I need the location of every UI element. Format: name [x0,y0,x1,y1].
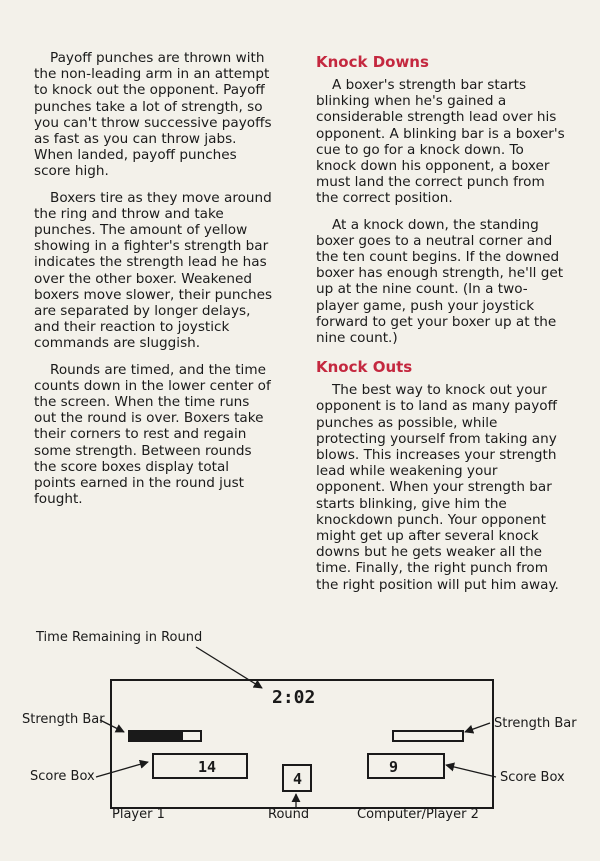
arrow-score-right [446,765,496,777]
score-box-right-label: Score Box [500,770,565,785]
screen-diagram [0,620,600,861]
paragraph-knock-outs-1: The best way to knock out your opponent is to land as many payoff punches as possible, while protecting yourself from taking any blows. This increases your strength lead while weakening your opponent. When your strength bar starts blinking, give him the knockdown punch. Your opponent might get up after several knock downs but he gets weaker all the time. Finally, the right punch from the right position will put him away. [316,382,559,593]
player1-label: Player 1 [112,807,165,822]
score-box-left-label: Score Box [30,769,95,784]
strength-bar-left-label: Strength Bar [22,712,105,727]
player2-label: Computer/Player 2 [357,807,479,822]
round-label: Round [268,807,310,822]
paragraph-knock-downs-1: A boxer's strength bar starts blinking when he's gained a considerable strength lead over his opponent. A blinking bar is a boxer's cue to go for a knock down. To knock down his opponent, a boxer must land the correct punch from the correct position. [316,77,565,207]
paragraph-boxers-tire: Boxers tire as they move around the ring and throw and take punches. The amount of yellow showing in a fighter's strength bar indicates the strength lead he has over the other boxer. Weakened boxers move slower, their punches are separated by longer delays, and their reaction to joystick commands are sluggish. [34,189,273,352]
heading-knock-downs: Knock Downs [316,53,429,71]
time-remaining-label: Time Remaining in Round [36,630,203,645]
arrow-strength-left [100,720,124,732]
arrow-score-left [96,762,148,777]
left-column [34,50,274,517]
round-number: 4 [293,770,303,788]
strength-bar-right-label: Strength Bar [494,716,577,731]
arrow-strength-right [465,723,490,732]
paragraph-knock-downs-2: At a knock down, the standing boxer goes to a neutral corner and the ten count begins. If the downed boxer has enough strength, he'll get up at the nine count. (In a two-player game, push your joystick forward to get your boxer up at the nine count.) [316,216,564,347]
round-timer: 2:02 [272,687,316,708]
right-column [316,53,568,603]
player2-score: 9 [389,758,399,776]
paragraph-rounds-timed: Rounds are timed, and the time counts down in the lower center of the screen. When the time runs out the round is over. Boxers take their corners to rest and regain some strength. Between rounds the score boxes display total points earned in the round just fought. [34,361,271,508]
player1-score: 14 [198,758,217,776]
arrow-timer [196,647,262,688]
heading-knock-outs: Knock Outs [316,358,413,377]
paragraph-payoff-punches: Payoff punches are thrown with the non-leading arm in an attempt to knock out the opponent. Payoff punches take a lot of strength, so you can't throw successive payoffs as fast as you can throw jabs. When landed, payoff punches score high. [34,50,272,180]
callout-arrows [0,620,600,861]
